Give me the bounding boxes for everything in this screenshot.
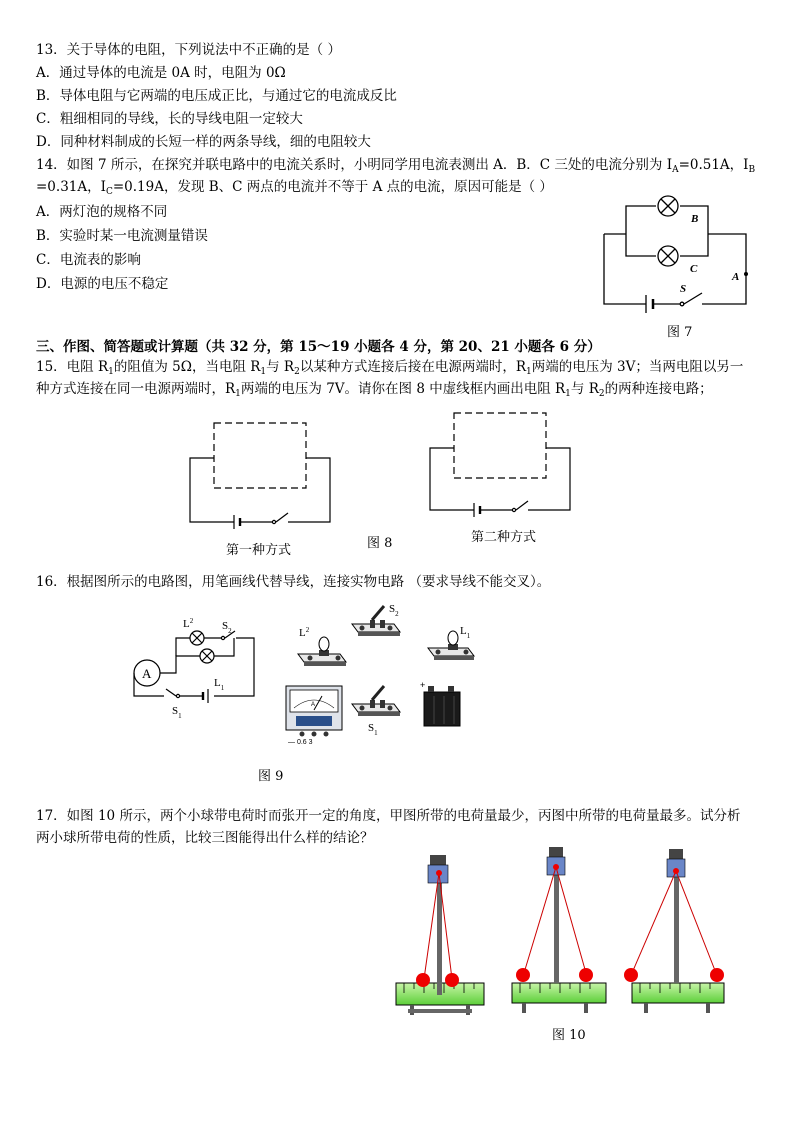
q13-stem: 13．关于导体的电阻，下列说法中不正确的是（ ） [36,42,341,58]
q15-stem-line1: 15．电阻 $R_1$的阻值为 5Ω，当电阻 $R_1$与 $R_2$以某种方式连接后接在电源两端时，$R_1$两端的电压为 3V；当两电阻以另一 [36,359,744,377]
figure-10-electroscopes [390,843,730,1018]
figure-7-caption: 图 7 [667,325,693,340]
figure-8-caption: 图 8 [367,536,393,551]
q17-stem-line1: 17．如图 10 所示，两个小球带电荷时而张开一定的角度，甲图所带的电荷量最少，丙图中所带的电荷量最多。试分析 [36,808,741,824]
figure-7-circuit [598,192,758,317]
fig9-l2-label: $L^2$ [183,617,194,630]
apparatus-jia [396,855,484,1015]
fig7-label-s: S [680,283,687,295]
q14-stem-line1: 14．如图 7 所示，在探究并联电路中的电流关系时，小明同学用电流表测出 A．B．C 三处的电流分别为 $I_A=0.51A$，$I_B$ [36,157,756,175]
fig9-l1-label: $L_1$ [214,677,225,692]
fig9-ammeter-real-label: A [311,702,316,708]
figure-8-second-caption: 第二种方式 [471,530,537,545]
ammeter-component [286,686,342,737]
figure-8-first-circuit [188,420,338,530]
q15-stem-line2: 种方式连接在同一电源两端时，$R_1$两端的电压为 7V。请你在图 8 中虚线框内画出电阻 $R_1$与 $R_2$的两种连接电路； [36,381,713,399]
q13-option-c: C．粗细相同的导线，长的导线电阻一定较大 [36,111,303,127]
figure-9-caption: 图 9 [258,769,284,784]
fig7-label-c: C [690,263,698,275]
figure-8-first-caption: 第一种方式 [226,543,292,558]
figure-8-second-circuit [428,410,578,520]
fig7-label-b: B [691,213,699,225]
fig9-real-s1-label: $S_1$ [368,722,378,737]
q16-stem: 16．根据图所示的电路图，用笔画线代替导线，连接实物电路 （要求导线不能交叉）。 [36,574,551,590]
q14-option-d: D．电源的电压不稳定 [36,276,169,292]
q14-stem-line2: =0.31A，$I_C=0.19A$，发现 B、C 两点的电流并不等于 A 点的电流，原因可能是（ ） [36,179,553,197]
battery-component [420,680,460,726]
section-3-heading: 三、作图、简答题或计算题（共 32 分，第 15～19 小题各 4 分，第 20、21 小题各 6 分） [36,339,601,355]
fig9-s2-label: $S_2$ [222,620,232,635]
bulb-l2-component [298,637,346,666]
switch-s1-component [352,686,400,716]
q14-option-b: B．实验时某一电流测量错误 [36,228,208,244]
q14-option-c: C．电流表的影响 [36,252,141,268]
q14-option-a: A．两灯泡的规格不同 [36,204,168,220]
fig9-real-l2-label: $L^2$ [299,626,310,639]
figure-9-components [282,598,482,748]
q13-option-b: B．导体电阻与它两端的电压成正比，与通过它的电流成反比 [36,88,397,104]
figure-9-schematic [130,616,260,720]
q13-option-d: D．同种材料制成的长短一样的两条导线，细的电阻较大 [36,134,371,150]
fig9-real-s2-label: $S_2$ [389,603,399,618]
fig9-meter-terminals: — 0.6 3 [288,739,313,746]
fig7-label-a: A [732,271,740,283]
q13-option-a: A．通过导体的电流是 0A 时，电阻为 0Ω [36,65,286,81]
fig9-real-l1-label: $L_1$ [460,625,471,640]
apparatus-yi [512,847,606,1013]
q17-stem-line2: 两小球所带电荷的性质，比较三图能得出什么样的结论？ [36,830,374,846]
apparatus-bing [624,849,724,1013]
svg-text:+: + [420,680,426,690]
figure-10-caption: 图 10 [552,1028,586,1043]
fig9-ammeter-label: A [142,666,152,681]
fig9-s1-label: $S_1$ [172,705,182,720]
